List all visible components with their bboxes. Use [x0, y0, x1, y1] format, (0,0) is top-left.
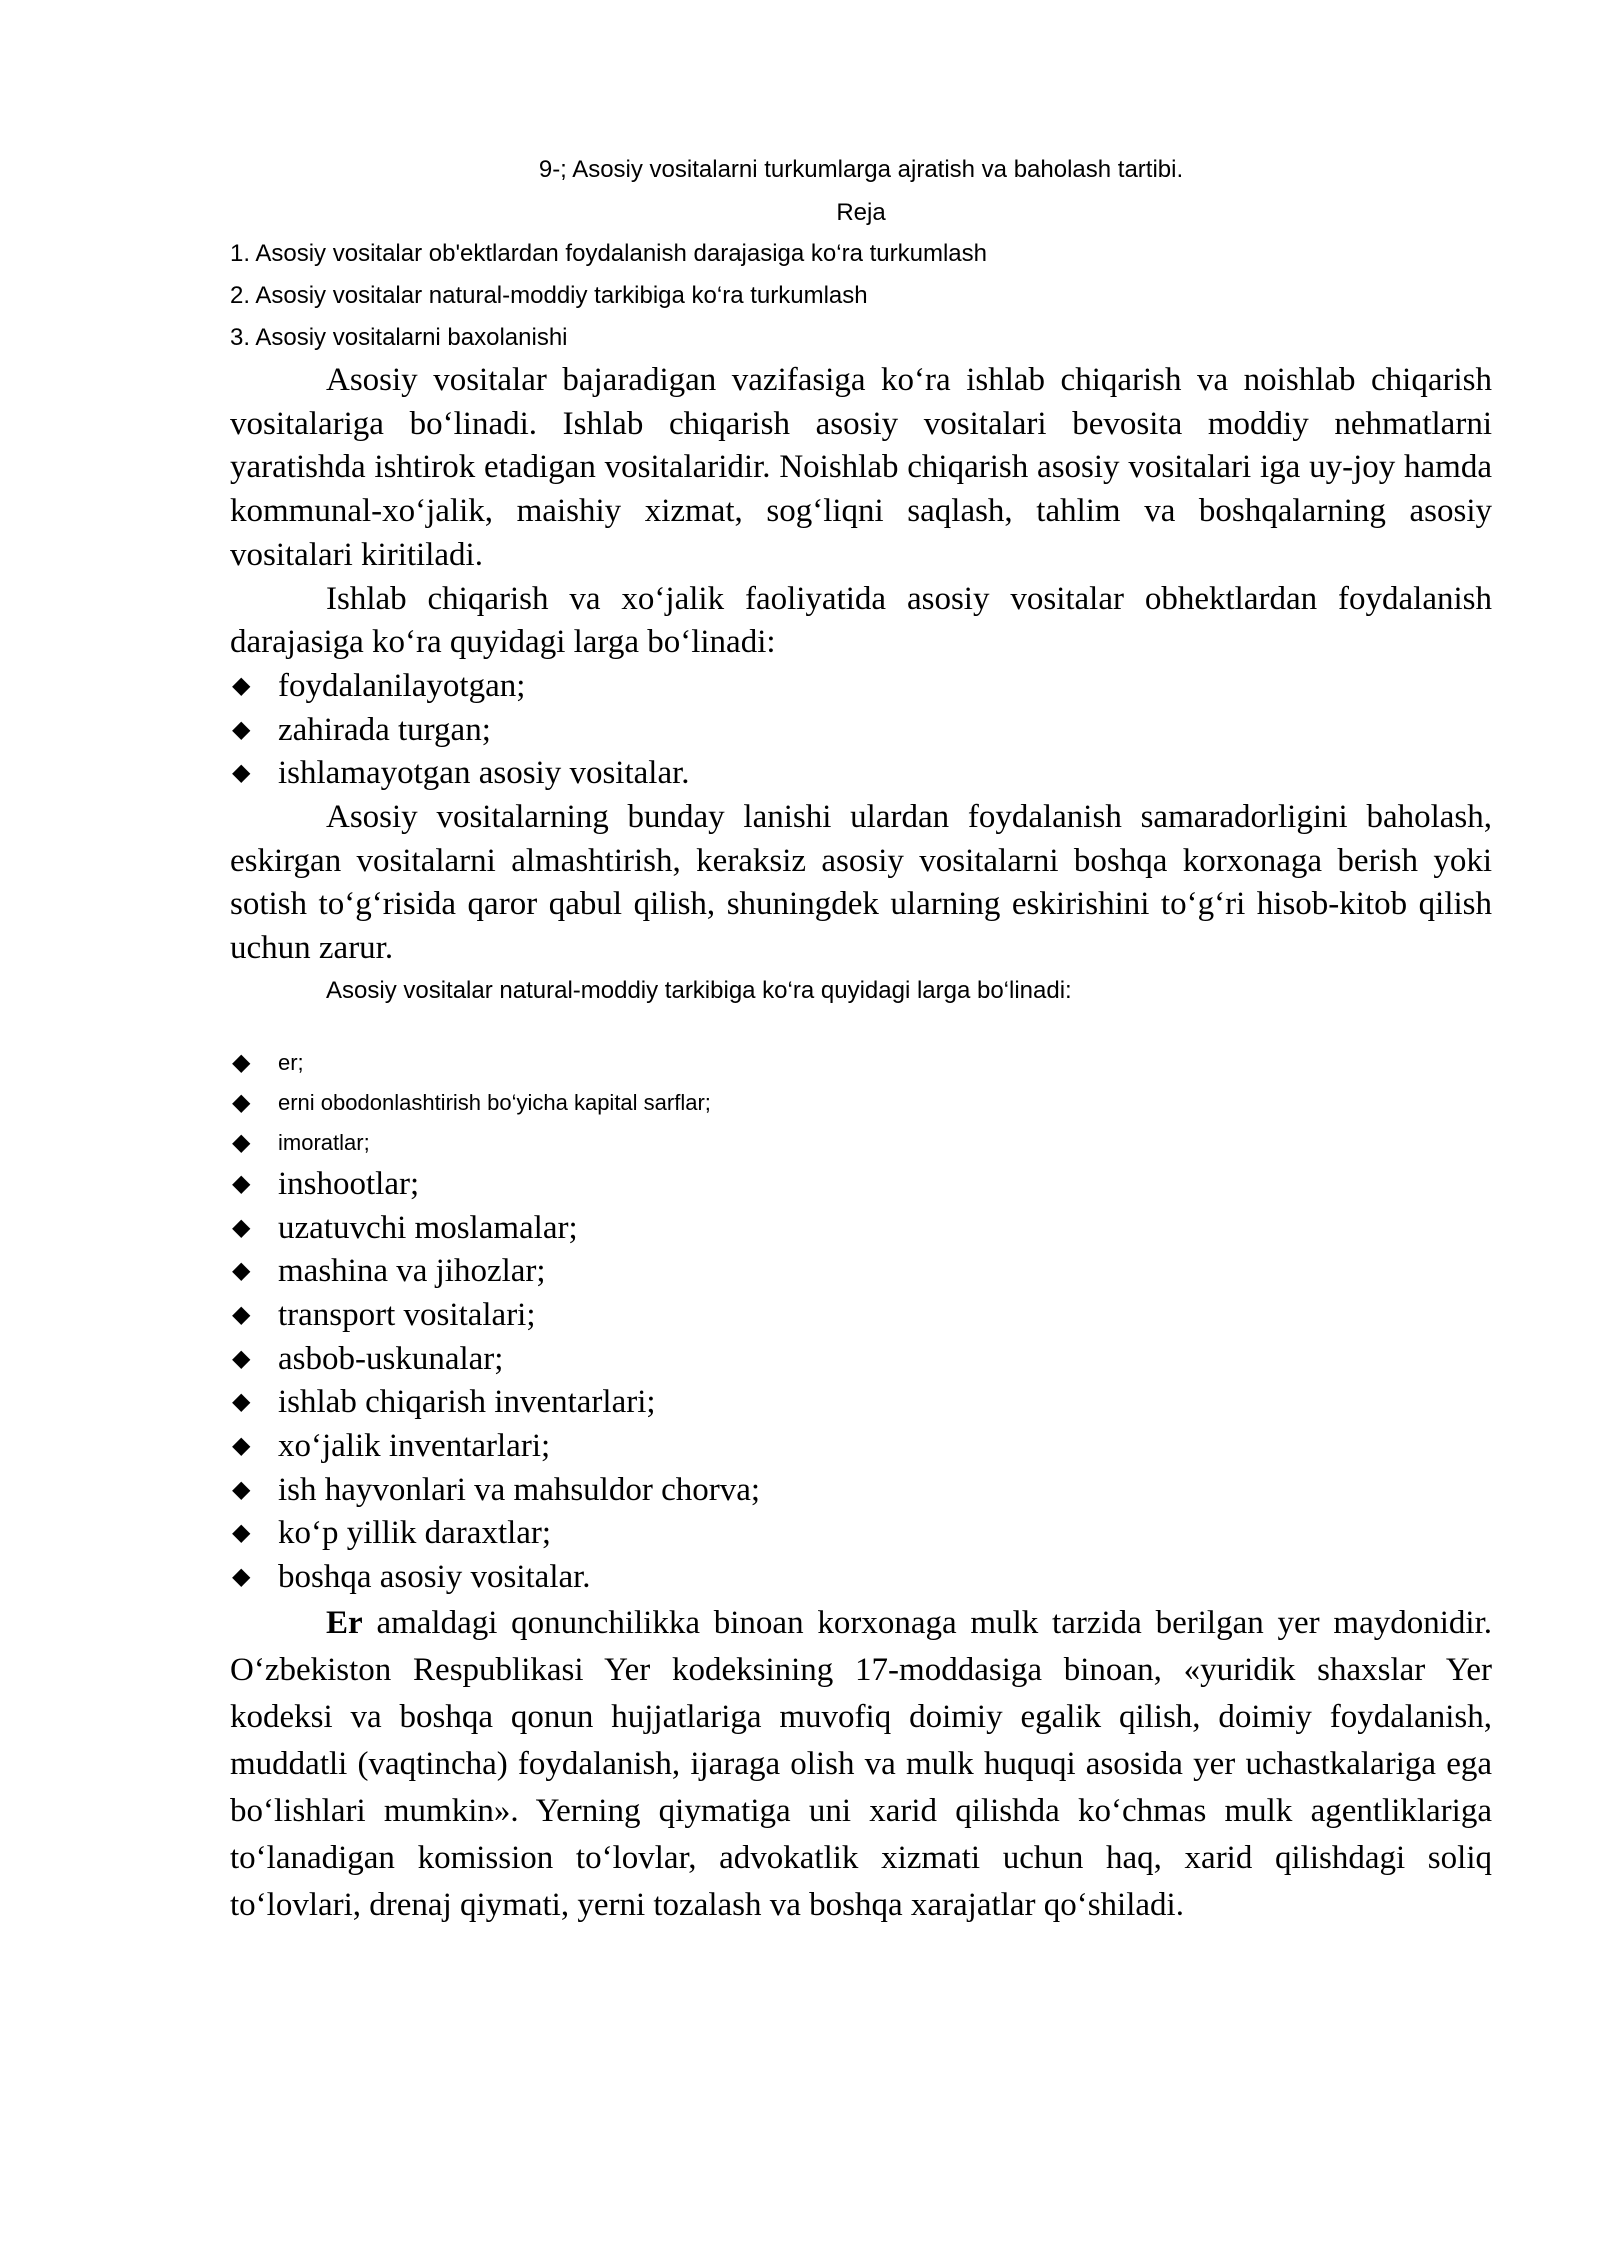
diamond-bullet-icon: ◆ [232, 1258, 251, 1285]
diamond-bullet-icon: ◆ [232, 1128, 251, 1156]
list-item: ◆ erni obodonlashtirish bo‘yicha kapital sarflar; [230, 1083, 1492, 1123]
list-item: ◆ imoratlar; [230, 1123, 1492, 1163]
list-item: ◆ zahirada turgan; [230, 709, 1492, 753]
paragraph-purpose-classification: Asosiy vositalar bajaradigan vazifasiga ko‘ra ishlab chiqarish va noishlab chiqarish vositalariga bo‘linadi. Ishlab chiqarish asosiy vositalari bevosita moddiy nehmatlarni yaratishda ishtirok etadigan vositalaridir. Noishlab chiqarish asosiy vositalari iga uy-joy hamda kommunal-xo‘jalik, maishiy xizmat, sog‘liqni saqlash, tahlim va boshqalarning asosiy vositalari kiritiladi. [230, 362, 1492, 573]
diamond-bullet-icon: ◆ [232, 1476, 251, 1503]
paragraph-body: amaldagi qonunchilikka binoan korxonaga mulk tarzida berilgan yer maydonidir. O‘zbekiston Respublikasi Yer kodeksining 17-moddasiga binoan, «yuridik shaxslar Yer kodeksi va boshqa qonun hujjatlariga muvofiq doimiy egalik qilish, doimiy foydalanish, muddatli (vaqtincha) foydalanish, ijaraga olish va mulk huquqi asosida yer uchastkalariga ega bo‘lishlari mumkin». Yerning qiymatiga uni xarid qilishda ko‘chmas mulk agentliklariga to‘lanadigan komission to‘lovlar, advokatlik xizmati uchun haq, xarid qilishdagi soliq to‘lovlari, drenaj qiymati, yerni tozalash va boshqa xarajatlar qo‘shiladi. [230, 1604, 1492, 1923]
diamond-bullet-icon: ◆ [232, 672, 251, 699]
diamond-bullet-icon: ◆ [232, 1389, 251, 1416]
document-page [230, 150, 1492, 1929]
list-item: ◆ ishlamayotgan asosiy vositalar. [230, 752, 1492, 796]
list-item: ◆ foydalanilayotgan; [230, 665, 1492, 709]
diamond-bullet-icon: ◆ [232, 1214, 251, 1241]
list-item: ◆ inshootlar; [230, 1163, 1492, 1207]
natural-composition-heading: Asosiy vositalar natural-moddiy tarkibiga ko‘ra quyidagi larga bo‘linadi: [326, 976, 1072, 1004]
diamond-bullet-icon: ◆ [232, 1048, 251, 1076]
list-item: ◆ asbob-uskunalar; [230, 1338, 1492, 1382]
plan-item: 3. Asosiy vositalarni baxolanishi [230, 324, 568, 351]
list-item: ◆ mashina va jihozlar; [230, 1250, 1492, 1294]
list-item: ◆ transport vositalari; [230, 1294, 1492, 1338]
paragraph-lead-term: Er [326, 1604, 363, 1641]
natural-list-small [230, 1043, 1492, 1163]
diamond-bullet-icon: ◆ [232, 1520, 251, 1547]
paragraph-usage-purpose: Asosiy vositalarning bunday lanishi ulardan foydalanish samaradorligini baholash, eskirgan vositalarni almashtirish, keraksiz asosiy vositalarni boshqa korxonaga berish yoki sotish to‘g‘risida qaror qabul qilish, shuningdek ularning eskirishini to‘g‘ri hisob-kitob qilish uchun zarur. [230, 799, 1492, 967]
document-title: 9-; Asosiy vositalarni turkumlarga ajratish va baholash tartibi. [538, 156, 1184, 183]
plan-heading: Reja [836, 199, 886, 226]
plan-item: 2. Asosiy vositalar natural-moddiy tarkibiga ko‘ra turkumlash [230, 282, 868, 309]
diamond-bullet-icon: ◆ [232, 1301, 251, 1328]
list-item: ◆ boshqa asosiy vositalar. [230, 1556, 1492, 1600]
list-item: ◆ ish hayvonlari va mahsuldor chorva; [230, 1469, 1492, 1513]
list-item: ◆ ko‘p yillik daraxtlar; [230, 1512, 1492, 1556]
paragraph-usage-intro: Ishlab chiqarish va xo‘jalik faoliyatida asosiy vositalar obhektlardan foydalanish darajasiga ko‘ra quyidagi larga bo‘linadi: [230, 580, 1492, 661]
diamond-bullet-icon: ◆ [232, 1345, 251, 1372]
diamond-bullet-icon: ◆ [232, 1088, 251, 1116]
list-item: ◆ ishlab chiqarish inventarlari; [230, 1381, 1492, 1425]
paragraph-land-definition [230, 1600, 1492, 1929]
list-item: ◆ uzatuvchi moslamalar; [230, 1207, 1492, 1251]
diamond-bullet-icon: ◆ [232, 760, 251, 787]
diamond-bullet-icon: ◆ [232, 1170, 251, 1197]
diamond-bullet-icon: ◆ [232, 716, 251, 743]
list-item: ◆ er; [230, 1043, 1492, 1083]
natural-list-large [230, 1163, 1492, 1600]
list-item: ◆ xo‘jalik inventarlari; [230, 1425, 1492, 1469]
plan-item: 1. Asosiy vositalar ob'ektlardan foydalanish darajasiga ko‘ra turkumlash [230, 240, 987, 267]
plan-list [230, 233, 1492, 359]
diamond-bullet-icon: ◆ [232, 1433, 251, 1460]
diamond-bullet-icon: ◆ [232, 1564, 251, 1591]
spacer [230, 1011, 1492, 1043]
usage-list [230, 665, 1492, 796]
